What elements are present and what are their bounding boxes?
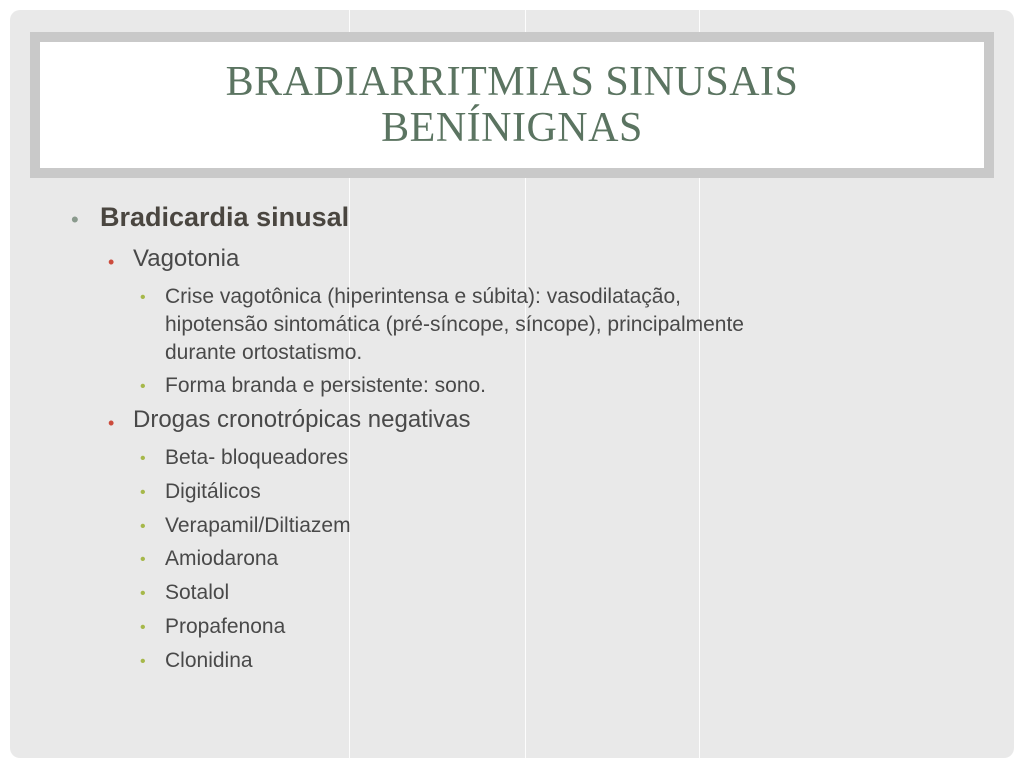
- slide: [10, 10, 1014, 758]
- slide-title-line-1: BRADIARRITMIAS SINUSAIS: [225, 59, 799, 105]
- list-item: [165, 478, 261, 506]
- list-item-line: Verapamil/Diltiazem: [165, 514, 351, 537]
- list-item: [165, 613, 285, 641]
- heading-bradicardia-sinusal: Bradicardia sinusal: [100, 202, 350, 232]
- group-label-drogas: Drogas cronotrópicas negativas: [133, 406, 471, 433]
- bullet-level3-icon: •: [140, 551, 146, 568]
- list-item-line: Digitálicos: [165, 480, 261, 503]
- list-item-line: Amiodarona: [165, 547, 279, 570]
- bullet-level2-icon: •: [108, 252, 115, 272]
- bullet-level3-icon: •: [140, 619, 146, 636]
- bullet-level3-icon: •: [140, 518, 146, 535]
- list-item: [165, 647, 253, 675]
- bullet-level3-icon: •: [140, 289, 146, 306]
- bullet-level3-icon: •: [140, 378, 146, 395]
- bullet-list: [10, 10, 1014, 758]
- list-item: [165, 372, 486, 400]
- list-item: [165, 579, 229, 607]
- list-item-line: Propafenona: [165, 615, 286, 638]
- list-item: [165, 444, 348, 472]
- list-item: [165, 512, 351, 540]
- bullet-level3-icon: •: [140, 484, 146, 501]
- bullet-level2-icon: •: [108, 413, 115, 433]
- list-item-line: durante ortostatismo.: [165, 341, 363, 364]
- bullet-level3-icon: •: [140, 653, 146, 670]
- list-item: [165, 283, 744, 367]
- list-item-line: Sotalol: [165, 581, 230, 604]
- list-item-line: Crise vagotônica (hiperintensa e súbita): vasodilatação,: [165, 285, 681, 308]
- bullet-level3-icon: •: [140, 585, 146, 602]
- group-label-vagotonia: Vagotonia: [133, 245, 240, 272]
- bullet-level3-icon: •: [140, 450, 146, 467]
- list-item-line: hipotensão sintomática (pré-síncope, síncope), principalmente: [165, 313, 744, 336]
- bullet-level1-icon: •: [71, 207, 79, 232]
- list-item: [165, 545, 278, 573]
- slide-title-line-2: BENÍNIGNAS: [381, 105, 643, 151]
- list-item-line: Beta- bloqueadores: [165, 446, 349, 469]
- list-item-line: Clonidina: [165, 649, 253, 672]
- list-item-line: Forma branda e persistente: sono.: [165, 374, 487, 397]
